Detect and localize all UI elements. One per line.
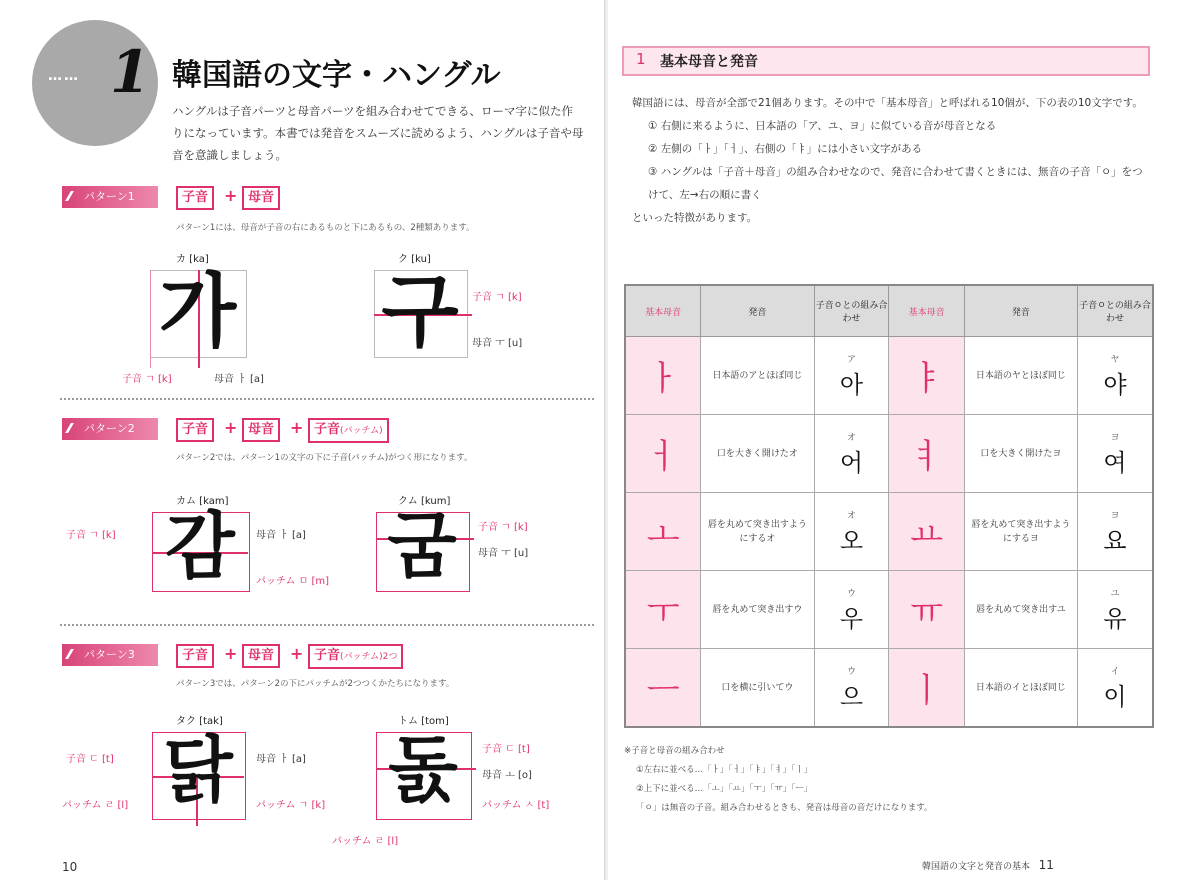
example-cell: ウ 으 bbox=[814, 649, 889, 728]
vowel-cell: ㅛ bbox=[889, 493, 964, 571]
pattern3-ex1-batchim2: パッチム ㄱ [k] bbox=[256, 800, 326, 811]
pattern1-box-vowel: 母音 bbox=[242, 186, 280, 210]
example-cell: ヤ 야 bbox=[1078, 337, 1153, 415]
pattern1-ex2-consonant: 子音 ㄱ [k] bbox=[472, 292, 522, 303]
pronunciation-cell: 日本語のヤとほぼ同じ bbox=[964, 337, 1077, 415]
table-header: 発音 bbox=[701, 285, 814, 337]
vowel-cell: ㅓ bbox=[625, 415, 701, 493]
footnote: ②上下に並べる…「ㅗ」「ㅛ」「ㅜ」「ㅠ」「ㅡ」 bbox=[636, 784, 813, 794]
plus-icon: + bbox=[224, 186, 238, 205]
pattern2-ex2-vowel: 母音 ㅜ [u] bbox=[478, 548, 529, 559]
table-header: 基本母音 bbox=[625, 285, 701, 337]
section-number: 1 bbox=[636, 50, 646, 68]
vowel-cell: ㅑ bbox=[889, 337, 964, 415]
vowel-cell: ㅡ bbox=[625, 649, 701, 728]
pattern1-tab: パターン1 bbox=[62, 186, 158, 208]
pattern3-ex1-reading: タク [tak] bbox=[176, 716, 223, 727]
pattern3-ex1-vowel: 母音 ㅏ [a] bbox=[256, 754, 306, 765]
vowel-cell: ㅜ bbox=[625, 571, 701, 649]
pattern3-ex2-glyph: 돐 bbox=[388, 728, 458, 812]
vowel-cell: ㅣ bbox=[889, 649, 964, 728]
pattern3-box-consonant: 子音 bbox=[176, 644, 214, 668]
pattern2-ex2-consonant: 子音 ㄱ [k] bbox=[478, 522, 528, 533]
pattern2-box-batchim: 子音(パッチム) bbox=[308, 418, 389, 443]
footer-text: 韓国語の文字と発音の基本 bbox=[922, 862, 1031, 872]
table-row bbox=[625, 337, 1153, 415]
pattern3-ex1-batchim: パッチム ㄹ [l] bbox=[62, 800, 129, 811]
chapter-title: 韓国語の文字・ハングル bbox=[172, 58, 501, 93]
pattern3-ex2-reading: トム [tom] bbox=[398, 716, 449, 727]
section-divider bbox=[60, 624, 594, 626]
pattern3-ex1-consonant: 子音 ㄷ [t] bbox=[66, 754, 114, 765]
pattern2-ex1-glyph: 감 bbox=[165, 504, 235, 588]
table-row bbox=[625, 571, 1153, 649]
plus-icon: + bbox=[224, 644, 238, 663]
pattern2-box-consonant: 子音 bbox=[176, 418, 214, 442]
pattern3-box-vowel: 母音 bbox=[242, 644, 280, 668]
table-header: 基本母音 bbox=[889, 285, 964, 337]
table-header: 子音ㅇとの組み合わせ bbox=[814, 285, 889, 337]
plus-icon: + bbox=[290, 418, 304, 437]
list-item: ① 右側に来るように、日本語の「ア、ユ、ヨ」に似ている音が母音となる bbox=[648, 120, 997, 132]
vowel-cell: ㅕ bbox=[889, 415, 964, 493]
pronunciation-cell: 唇を丸めて突き出すウ bbox=[701, 571, 814, 649]
pattern3-ex2-batchim: パッチム ㄹ [l] bbox=[332, 836, 399, 847]
example-cell: オ 오 bbox=[814, 493, 889, 571]
example-cell: ヨ 요 bbox=[1078, 493, 1153, 571]
pattern1-ex1-reading: カ [ka] bbox=[176, 254, 209, 265]
example-cell: イ 이 bbox=[1078, 649, 1153, 728]
pronunciation-cell: 口を大きく開けたオ bbox=[701, 415, 814, 493]
vowel-cell: ㅗ bbox=[625, 493, 701, 571]
pronunciation-cell: 口を横に引いてウ bbox=[701, 649, 814, 728]
pattern1-ex2-vowel: 母音 ㅜ [u] bbox=[472, 338, 523, 349]
pronunciation-cell: 口を大きく開けたヨ bbox=[964, 415, 1077, 493]
pattern2-ex1-reading: カム [kam] bbox=[176, 496, 229, 507]
pronunciation-cell: 日本語のアとほぼ同じ bbox=[701, 337, 814, 415]
pattern3-ex2-batchim2: パッチム ㅅ [t] bbox=[482, 800, 550, 811]
section-title: 基本母音と発音 bbox=[660, 54, 758, 70]
running-footer bbox=[922, 858, 1054, 872]
pronunciation-cell: 唇を丸めて突き出すようにするオ bbox=[701, 493, 814, 571]
pattern2-box-vowel: 母音 bbox=[242, 418, 280, 442]
plus-icon: + bbox=[224, 418, 238, 437]
vowel-cell: ㅠ bbox=[889, 571, 964, 649]
footnote: ※子音と母音の組み合わせ bbox=[624, 746, 725, 756]
pattern2-ex1-batchim: パッチム ㅁ [m] bbox=[256, 576, 330, 587]
chapter-dots: …… bbox=[48, 68, 80, 84]
pattern1-ex1-consonant: 子音 ㄱ [k] bbox=[122, 374, 172, 385]
example-cell: ユ 유 bbox=[1078, 571, 1153, 649]
pattern3-box-batchim: 子音(パッチム)2つ bbox=[308, 644, 403, 669]
table-row bbox=[625, 493, 1153, 571]
pattern3-ex2-consonant: 子音 ㄷ [t] bbox=[482, 744, 530, 755]
pattern1-ex2-glyph: 구 bbox=[381, 265, 459, 358]
page-number: 11 bbox=[1038, 858, 1054, 872]
pattern3-note: パターン3では、パターン2の下にパッチムが2つつくかたちになります。 bbox=[176, 679, 455, 689]
table-header: 発音 bbox=[964, 285, 1077, 337]
pattern3-ex2-vowel: 母音 ㅗ [o] bbox=[482, 770, 532, 781]
pattern1-ex1-vowel: 母音 ㅏ [a] bbox=[214, 374, 264, 385]
chapter-number: 1 bbox=[110, 38, 151, 106]
pattern2-ex1-vowel: 母音 ㅏ [a] bbox=[256, 530, 306, 541]
footnote: 「ㅇ」は無音の子音。組み合わせるときも、発音は母音の音だけになります。 bbox=[636, 803, 933, 813]
section-text bbox=[632, 92, 1152, 230]
pattern2-ex2-reading: クム [kum] bbox=[398, 496, 451, 507]
table-row bbox=[625, 415, 1153, 493]
pattern2-ex2-glyph: 굼 bbox=[387, 504, 457, 588]
pattern2-tab: パターン2 bbox=[62, 418, 158, 440]
example-cell: ウ 우 bbox=[814, 571, 889, 649]
vowel-cell: ㅏ bbox=[625, 337, 701, 415]
intro-text: ハングルは子音パーツと母音パーツを組み合わせてできる、ローマ字に似た作りになっています。本書では発音をスムーズに読めるよう、ハングルは子音や母音を意識しましょう。 bbox=[172, 104, 584, 162]
pattern1-ex2-reading: ク [ku] bbox=[398, 254, 431, 265]
page-number: 10 bbox=[62, 860, 78, 874]
list-item: ② 左側の「ㅏ」「ㅓ」、右側の「ㅑ」には小さい文字がある bbox=[648, 143, 923, 155]
table-header: 子音ㅇとの組み合わせ bbox=[1078, 285, 1153, 337]
footnote: ①左右に並べる…「ㅏ」「ㅓ」「ㅑ」「ㅕ」「ㅣ」 bbox=[636, 765, 813, 775]
table-row bbox=[625, 649, 1153, 728]
paragraph: 韓国語には、母音が全部で21個あります。その中で「基本母音」と呼ばれる10個が、下の表の10文字です。 bbox=[632, 97, 1143, 109]
example-cell: オ 어 bbox=[814, 415, 889, 493]
pattern2-ex1-consonant: 子音 ㄱ [k] bbox=[66, 530, 116, 541]
pronunciation-cell: 日本語のイとほぼ同じ bbox=[964, 649, 1077, 728]
pattern1-box-consonant: 子音 bbox=[176, 186, 214, 210]
example-cell: ア 아 bbox=[814, 337, 889, 415]
pronunciation-cell: 唇を丸めて突き出すユ bbox=[964, 571, 1077, 649]
pattern1-ex1-glyph: 가 bbox=[158, 265, 237, 358]
summary-text: といった特徴があります。 bbox=[632, 212, 758, 224]
pattern3-ex1-glyph: 닭 bbox=[163, 728, 233, 812]
plus-icon: + bbox=[290, 644, 304, 663]
footnotes bbox=[624, 742, 933, 818]
section-divider bbox=[60, 398, 594, 400]
list-item: ③ ハングルは「子音＋母音」の組み合わせなので、発音に合わせて書くときには、無音の子音「ㅇ」をつけて、左→右の順に書く bbox=[648, 166, 1143, 201]
pattern3-tab: パターン3 bbox=[62, 644, 158, 666]
vowel-table bbox=[624, 284, 1154, 728]
table-header-row bbox=[625, 285, 1153, 337]
pattern2-note: パターン2では、パターン1の文字の下に子音(パッチム)がつく形になります。 bbox=[176, 453, 473, 463]
example-cell: ヨ 여 bbox=[1078, 415, 1153, 493]
pattern1-note: パターン1には、母音が子音の右にあるものと下にあるもの、2種類あります。 bbox=[176, 223, 475, 233]
pronunciation-cell: 唇を丸めて突き出すようにするヨ bbox=[964, 493, 1077, 571]
